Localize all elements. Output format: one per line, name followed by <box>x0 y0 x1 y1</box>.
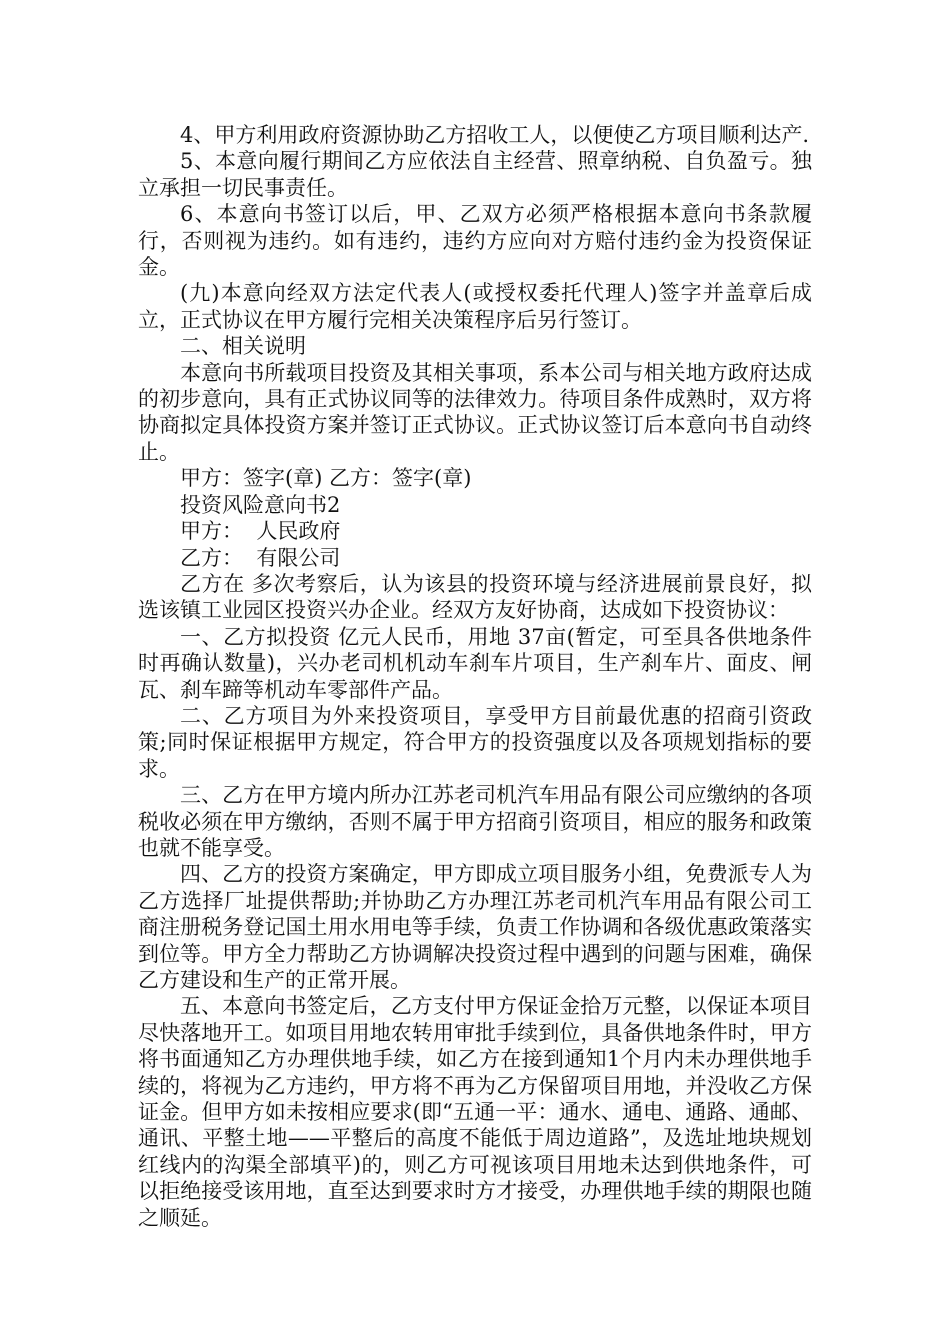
paragraph: 本意向书所载项目投资及其相关事项，系本公司与相关地方政府达成的初步意向，具有正式协议同等的法律效力。待项目条件成熟时，双方将协商拟定具体投资方案并签订正式协议。正式协议签订后本意向书自动终止。 <box>138 360 812 464</box>
text-line: 甲方：签字(章) 乙方：签字(章) <box>180 466 472 491</box>
text-line: 乙方： 有限公司 <box>180 545 341 570</box>
paragraph: 6、本意向书签订以后，甲、乙双方必须严格根据本意向书条款履行，否则视为违约。如有违约，违约方应向对方赔付违约金为投资保证金。 <box>138 202 812 280</box>
paragraph: 一、乙方拟投资 亿元人民币，用地 37亩(暂定，可至具各供地条件时再确认数量)，兴办老司机机动车刹车片项目，生产刹车片、面皮、闸瓦、刹车蹄等机动车零部件产品。 <box>138 624 812 702</box>
document-body <box>138 122 812 1231</box>
text-line: 甲方： 人民政府 <box>180 519 341 544</box>
paragraph: 三、乙方在甲方境内所办江苏老司机汽车用品有限公司应缴纳的各项税收必须在甲方缴纳，否则不属于甲方招商引资项目，相应的服务和政策也就不能享受。 <box>138 783 812 860</box>
paragraph: 4、甲方利用政府资源协助乙方招收工人，以便使乙方项目顺利达产. <box>180 123 810 147</box>
paragraph: 乙方在 多次考察后，认为该县的投资环境与经济进展前景良好，拟选该镇工业园区投资兴办企业。经双方友好协商，达成如下投资协议： <box>138 571 812 623</box>
text-line: 二、相关说明 <box>180 334 306 359</box>
paragraph: 四、乙方的投资方案确定，甲方即成立项目服务小组，免费派专人为乙方选择厂址提供帮助;并协助乙方办理江苏老司机汽车用品有限公司工商注册税务登记国土用水用电等手续，负责工作协调和各级优惠政策落实到位等。甲方全力帮助乙方协调解决投资过程中遇到的问题与困难，确保乙方建设和生产的正常开展。 <box>138 862 812 992</box>
text-line: 投资风险意向书2 <box>180 492 341 517</box>
paragraph: 二、乙方项目为外来投资项目，享受甲方目前最优惠的招商引资政策;同时保证根据甲方规定，符合甲方的投资强度以及各项规划指标的要求。 <box>138 703 812 781</box>
paragraph: 5、本意向履行期间乙方应依法自主经营、照章纳税、自负盈亏。独立承担一切民事责任。 <box>138 149 812 200</box>
paragraph: 五、本意向书签定后，乙方支付甲方保证金拾万元整，以保证本项目尽快落地开工。如项目用地农转用审批手续到位，具备供地条件时，甲方将书面通知乙方办理供地手续，如乙方在接到通知1个月内未办理供地手续的，将视为乙方违约，甲方将不再为乙方保留项目用地，并没收乙方保证金。但甲方如未按相应要求(即“五通一平：通水、通电、通路、通邮、通讯、平整土地——平整后的高度不能低于周边道路”，及选址地块规划红线内的沟渠全部填平)的，则乙方可视该项目用地未达到供地条件，可以拒绝接受该用地，直至达到要求时方才接受，办理供地手续的期限也随之顺延。 <box>138 994 812 1230</box>
paragraph: (九)本意向经双方法定代表人(或授权委托代理人)签字并盖章后成立，正式协议在甲方履行完相关决策程序后另行签订。 <box>138 281 812 332</box>
